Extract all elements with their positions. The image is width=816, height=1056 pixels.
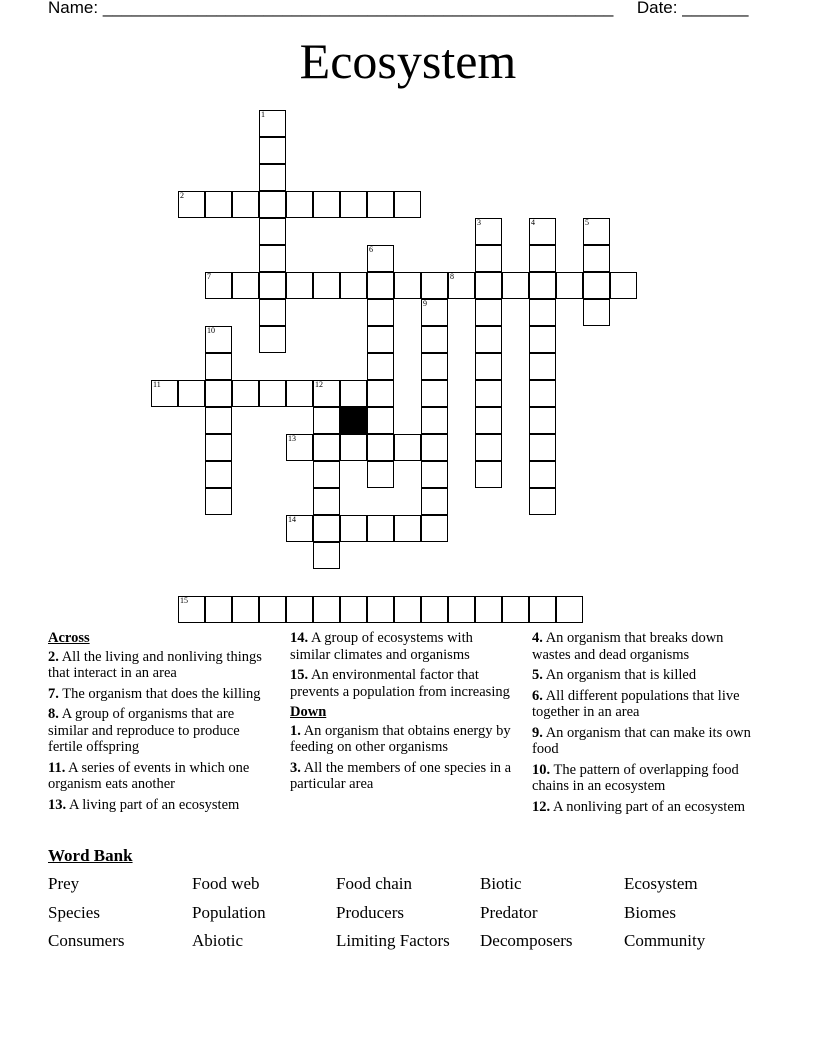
crossword-cell[interactable] [340, 380, 367, 407]
clue-text: An organism that obtains energy by feeding on other organisms [290, 722, 511, 755]
crossword-cell[interactable] [448, 272, 475, 299]
crossword-cell[interactable] [421, 380, 448, 407]
crossword-cell[interactable] [394, 272, 421, 299]
clue-text: A series of events in which one organism eats another [48, 759, 250, 792]
clue-item [532, 667, 757, 684]
clue-number: 15. [290, 667, 309, 683]
clue-text: An organism that is killed [545, 667, 697, 683]
crossword-cell[interactable] [259, 380, 286, 407]
clue-text: The organism that does the killing [62, 685, 261, 702]
cell-number: 1 [261, 110, 265, 119]
crossword-cell[interactable] [367, 515, 394, 542]
crossword-cell[interactable] [259, 596, 286, 623]
crossword-cell[interactable] [313, 380, 340, 407]
clue-item [290, 760, 515, 793]
crossword-cell[interactable] [313, 596, 340, 623]
cell-number: 11 [153, 380, 161, 389]
word-bank-item: Community [624, 931, 706, 950]
crossword-cell[interactable] [529, 596, 556, 623]
clue-item [290, 630, 515, 663]
clues-column-3 [532, 630, 757, 819]
clue-item [532, 762, 757, 795]
clue-number: 12. [532, 798, 551, 815]
cell-number: 8 [450, 272, 454, 281]
crossword-cell[interactable] [421, 299, 448, 326]
crossword-cell[interactable] [367, 380, 394, 407]
crossword-cell[interactable] [583, 272, 610, 299]
word-bank-item: Species [48, 902, 100, 922]
word-bank-item: Abiotic [192, 931, 243, 950]
crossword-cell[interactable] [529, 326, 556, 353]
cell-number: 14 [288, 515, 296, 524]
word-bank-item: Prey [48, 874, 80, 893]
crossword-cell[interactable] [205, 326, 232, 353]
word-bank-heading: Word Bank [48, 846, 133, 865]
crossword-cell[interactable] [259, 272, 286, 299]
word-bank-item: Predator [480, 902, 538, 922]
crossword-cell[interactable] [583, 245, 610, 272]
crossword-cell[interactable] [475, 407, 502, 434]
clue-text: An environmental factor that prevents a population from increasing [290, 667, 510, 700]
date-blank[interactable]: _______ [682, 0, 749, 17]
crossword-cell[interactable] [421, 434, 448, 461]
crossword-cell[interactable] [367, 326, 394, 353]
crossword-cell[interactable] [529, 353, 556, 380]
clue-text: A group of organisms that are similar and reproduce to produce fertile offspring [48, 706, 240, 755]
crossword-cell[interactable] [205, 191, 232, 218]
cell-number: 15 [180, 596, 188, 605]
crossword-cell[interactable] [340, 596, 367, 623]
clue-item [48, 797, 273, 814]
crossword-cell[interactable] [367, 272, 394, 299]
crossword-cell[interactable] [394, 191, 421, 218]
clue-item [290, 667, 515, 700]
crossword-cell[interactable] [367, 596, 394, 623]
clues-column-1 [48, 630, 273, 817]
across-heading: Across [48, 630, 90, 646]
clue-number: 2. [48, 648, 59, 665]
clues-column-2 [290, 630, 515, 797]
crossword-cell[interactable] [178, 191, 205, 218]
name-label: Name: [48, 0, 99, 17]
crossword-cell[interactable] [421, 515, 448, 542]
crossword-cell[interactable] [178, 380, 205, 407]
crossword-cell[interactable] [313, 272, 340, 299]
crossword-cell[interactable] [205, 407, 232, 434]
crossword-cell[interactable] [232, 596, 259, 623]
name-blank[interactable]: ______________________________________________________ [102, 0, 614, 17]
cell-number: 7 [207, 272, 211, 281]
crossword-cell[interactable] [529, 380, 556, 407]
crossword-cell[interactable] [313, 515, 340, 542]
crossword-cell[interactable] [259, 299, 286, 326]
crossword-cell[interactable] [367, 353, 394, 380]
crossword-cell[interactable] [529, 245, 556, 272]
word-bank-item: Ecosystem [624, 874, 698, 893]
crossword-cell[interactable] [205, 353, 232, 380]
crossword-cell[interactable] [475, 245, 502, 272]
clue-item [290, 723, 515, 756]
crossword-cell[interactable] [529, 299, 556, 326]
crossword-cell[interactable] [286, 596, 313, 623]
crossword-cell[interactable] [529, 461, 556, 488]
crossword-cell[interactable] [529, 434, 556, 461]
crossword-cell[interactable] [556, 272, 583, 299]
crossword-cell[interactable] [313, 434, 340, 461]
crossword-cell[interactable] [232, 191, 259, 218]
clue-text: An organism that breaks down wastes and dead organisms [532, 630, 724, 663]
crossword-cell[interactable] [502, 596, 529, 623]
crossword-cell[interactable] [259, 191, 286, 218]
clue-item [532, 630, 757, 663]
clue-item [48, 706, 273, 756]
crossword-cell[interactable] [421, 596, 448, 623]
crossword-cell[interactable] [367, 299, 394, 326]
clue-item [48, 649, 273, 682]
crossword-cell[interactable] [367, 461, 394, 488]
cell-number: 6 [369, 245, 373, 254]
crossword-cell[interactable] [205, 596, 232, 623]
crossword-cell[interactable] [475, 353, 502, 380]
crossword-cell[interactable] [313, 488, 340, 515]
crossword-cell[interactable] [286, 272, 313, 299]
crossword-cell[interactable] [367, 245, 394, 272]
clue-text: The pattern of overlapping food chains in an ecosystem [532, 761, 739, 794]
crossword-cell[interactable] [259, 164, 286, 191]
crossword-cell[interactable] [259, 218, 286, 245]
word-bank-item: Biomes [624, 902, 676, 922]
clue-item [48, 686, 273, 703]
crossword-cell[interactable] [475, 380, 502, 407]
crossword-cell[interactable] [475, 434, 502, 461]
crossword-cell[interactable] [205, 434, 232, 461]
crossword-cell[interactable] [421, 488, 448, 515]
crossword-cell[interactable] [394, 434, 421, 461]
crossword-cell[interactable] [475, 461, 502, 488]
cell-number: 2 [180, 191, 184, 200]
word-bank-item: Population [192, 902, 266, 922]
crossword-cell[interactable] [421, 461, 448, 488]
crossword-cell[interactable] [529, 218, 556, 245]
word-bank-item: Food chain [336, 874, 413, 893]
cell-number: 5 [585, 218, 589, 227]
page-title: Ecosystem [299, 33, 517, 89]
crossword-cell[interactable] [529, 407, 556, 434]
crossword-cell[interactable] [313, 542, 340, 569]
crossword-cell[interactable] [610, 272, 637, 299]
clue-text: A nonliving part of an ecosystem [552, 798, 746, 815]
crossword-cell[interactable] [475, 299, 502, 326]
clue-number: 7. [48, 685, 59, 702]
crossword-cell[interactable] [475, 596, 502, 623]
cell-number: 12 [315, 380, 323, 389]
clue-number: 3. [290, 759, 301, 776]
crossword-cell[interactable] [286, 380, 313, 407]
crossword-cell[interactable] [475, 218, 502, 245]
crossword-cell[interactable] [475, 272, 502, 299]
crossword-cell[interactable] [313, 461, 340, 488]
clue-number: 11. [48, 759, 66, 776]
cell-number: 4 [531, 218, 535, 227]
crossword-cell[interactable] [340, 434, 367, 461]
crossword-cell[interactable] [205, 380, 232, 407]
crossword-cell[interactable] [367, 407, 394, 434]
crossword-cell[interactable] [583, 218, 610, 245]
clue-number: 5. [532, 667, 543, 683]
word-bank-item: Biotic [480, 874, 522, 893]
crossword-cell[interactable] [259, 326, 286, 353]
cell-number: 10 [207, 326, 215, 335]
crossword-cell[interactable] [313, 407, 340, 434]
clue-number: 4. [532, 630, 543, 646]
clue-item [48, 760, 273, 793]
word-bank [48, 873, 768, 952]
clue-number: 14. [290, 630, 309, 646]
crossword-cell[interactable] [205, 461, 232, 488]
black-cell [340, 407, 367, 434]
crossword-cell[interactable] [475, 326, 502, 353]
crossword-cell[interactable] [556, 596, 583, 623]
crossword-cell[interactable] [178, 596, 205, 623]
clue-item [532, 799, 757, 816]
crossword-cell[interactable] [259, 137, 286, 164]
crossword-cell[interactable] [286, 191, 313, 218]
crossword-cell[interactable] [205, 272, 232, 299]
cell-number: 3 [477, 218, 481, 227]
crossword-cell[interactable] [151, 380, 178, 407]
clue-item [532, 725, 757, 758]
word-bank-item: Consumers [48, 931, 125, 950]
clue-number: 9. [532, 724, 543, 741]
clue-number: 8. [48, 706, 59, 722]
crossword-cell[interactable] [394, 596, 421, 623]
crossword-cell[interactable] [529, 272, 556, 299]
crossword-cell[interactable] [421, 353, 448, 380]
clue-number: 10. [532, 761, 551, 778]
clue-text: All the living and nonliving things that interact in an area [48, 648, 262, 681]
crossword-cell[interactable] [367, 191, 394, 218]
cell-number: 9 [423, 299, 427, 308]
crossword-cell[interactable] [421, 407, 448, 434]
crossword-cell[interactable] [205, 488, 232, 515]
word-bank-item: Decomposers [480, 931, 573, 950]
down-heading: Down [290, 704, 327, 720]
date-label: Date: [636, 0, 678, 17]
cell-number: 13 [288, 434, 296, 443]
crossword-cell[interactable] [502, 272, 529, 299]
word-bank-item: Food web [192, 874, 260, 893]
clue-number: 13. [48, 796, 67, 813]
clue-text: A group of ecosystems with similar climates and organisms [290, 630, 473, 663]
clue-text: An organism that can make its own food [532, 724, 751, 757]
crossword-cell[interactable] [340, 191, 367, 218]
crossword-cell[interactable] [232, 380, 259, 407]
crossword-cell[interactable] [259, 110, 286, 137]
crossword-cell[interactable] [529, 488, 556, 515]
crossword-cell[interactable] [286, 515, 313, 542]
crossword-cell[interactable] [340, 515, 367, 542]
crossword-cell[interactable] [259, 245, 286, 272]
clue-text: All different populations that live together in an area [532, 687, 740, 720]
clue-text: A living part of an ecosystem [68, 796, 240, 813]
clue-item [532, 688, 757, 721]
crossword-cell[interactable] [286, 434, 313, 461]
clue-number: 6. [532, 687, 543, 704]
word-bank-item: Producers [336, 902, 404, 922]
crossword-cell[interactable] [394, 515, 421, 542]
crossword-cell[interactable] [421, 272, 448, 299]
crossword-cell[interactable] [583, 299, 610, 326]
crossword-cell[interactable] [340, 272, 367, 299]
clue-text: All the members of one species in a particular area [290, 759, 512, 792]
crossword-cell[interactable] [448, 596, 475, 623]
crossword-cell[interactable] [367, 434, 394, 461]
clue-number: 1. [290, 722, 301, 739]
crossword-cell[interactable] [232, 272, 259, 299]
crossword-cell[interactable] [313, 191, 340, 218]
crossword-cell[interactable] [421, 326, 448, 353]
word-bank-item: Limiting Factors [336, 931, 450, 950]
